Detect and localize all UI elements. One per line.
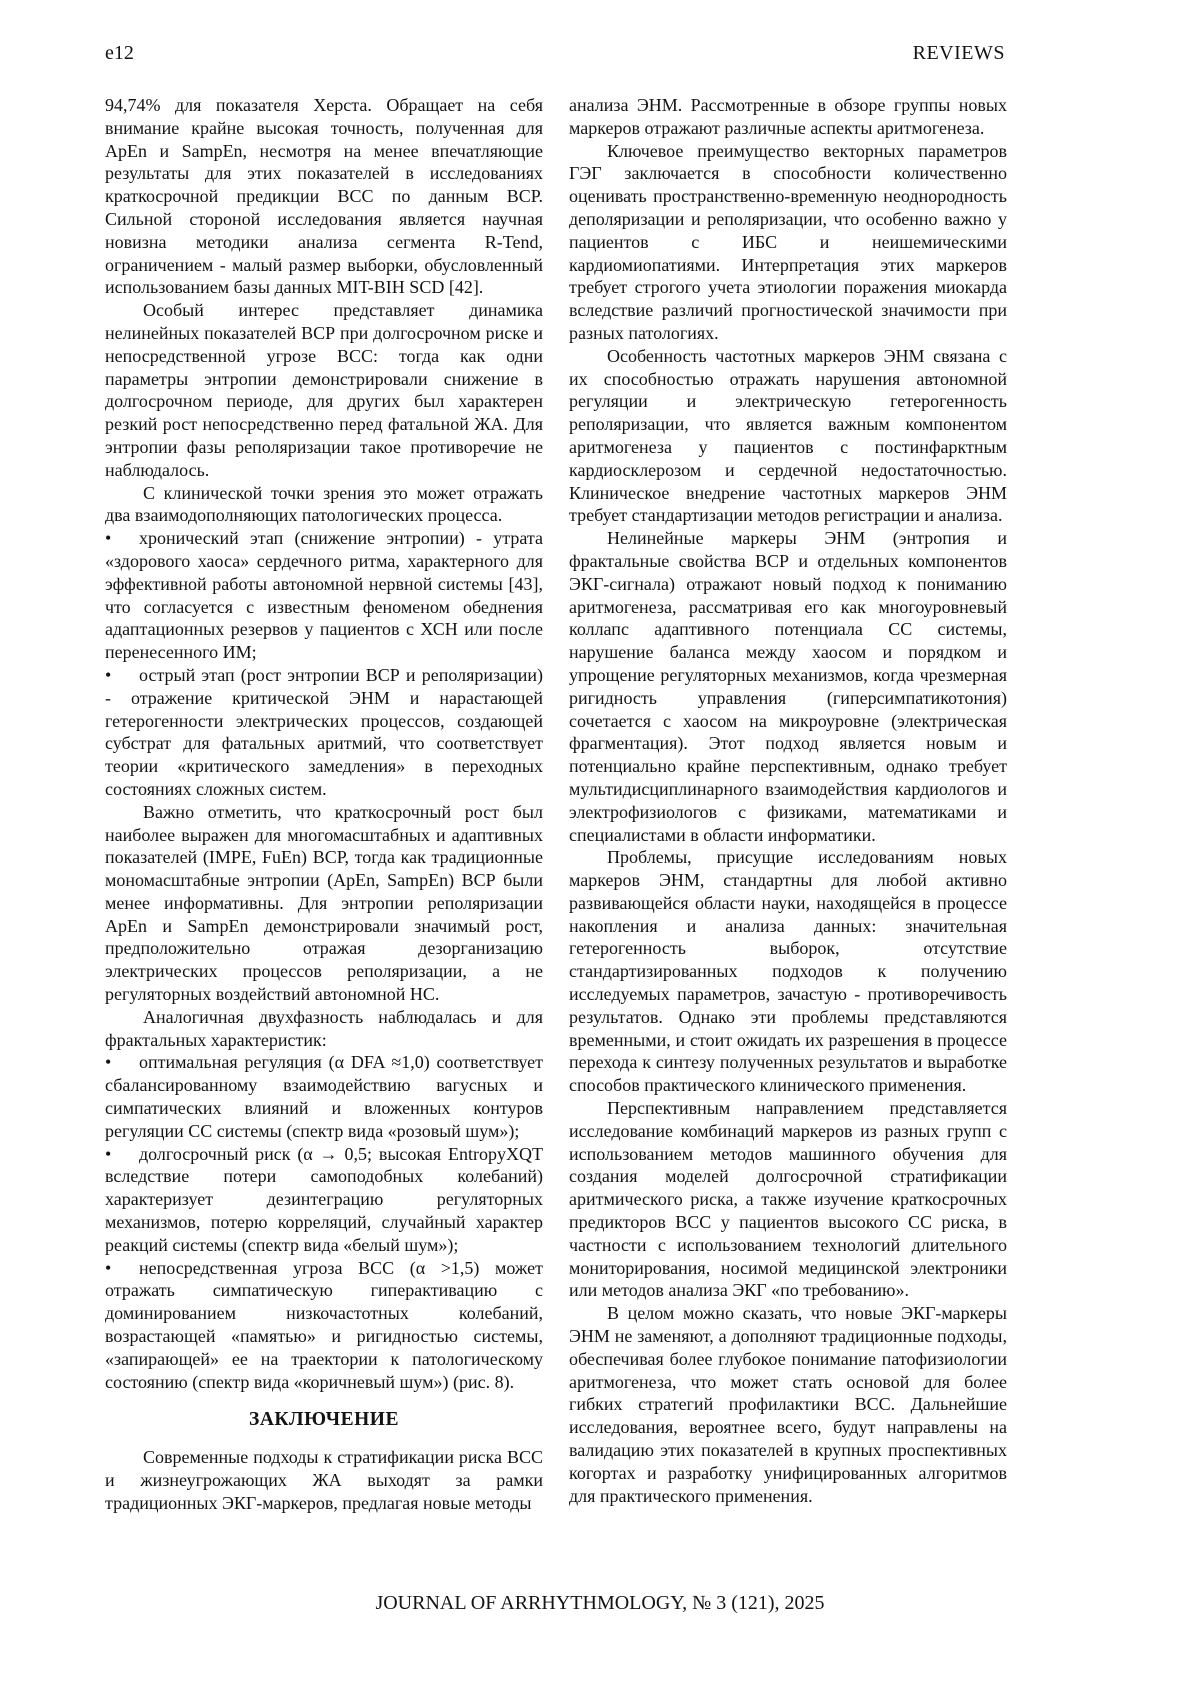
bullet-item — [105, 1257, 543, 1394]
paragraph: 94,74% для показателя Херста. Обращает на себя внимание крайне высокая точность, полученная для ApEn и SampEn, несмотря на менее впечатляющие результаты для этих показателей в исследованиях краткосрочной предикции ВСС по данным ВСР. Сильной стороной исследования является научная новизна методики анализа сегмента R-Tend, ограничением - малый размер выборки, обусловленный использованием базы данных MIT-BIH SCD [42]. — [105, 95, 543, 298]
page-header — [105, 42, 1005, 65]
bullet-text: острый этап (рост энтропии ВСР и реполяризации) - отражение критической ЭНМ и нарастающей гетерогенности электрических процессов, создающей субстрат для фатальных аритмий, что соответствует теории «критического замедления» в переходных состояниях сложных систем. — [105, 664, 543, 799]
journal-footer — [0, 1592, 1200, 1615]
article-body — [105, 94, 1007, 1515]
bullet-text: долгосрочный риск (α → 0,5; высокая EntropyXQT вследствие потери самоподобных колебаний) характеризует дезинтеграцию регуляторных механизмов, потерю корреляций, случайный характер реакций системы (спектр вида «белый шум»); — [105, 1143, 543, 1255]
paragraph: С клинической точки зрения это может отражать два взаимодополняющих патологических процесса. — [105, 482, 543, 526]
bullet-item — [105, 1143, 543, 1257]
paragraph: Аналогичная двухфазность наблюдалась и для фрактальных характеристик: — [105, 1006, 543, 1050]
paragraph: Важно отметить, что краткосрочный рост был наиболее выражен для многомасштабных и адаптивных показателей (IMPE, FuEn) ВСР, тогда как традиционные мономасштабные энтропии (ApEn, SampEn) ВСР были менее информативны. Для энтропии реполяризации ApEn и SampEn демонстрировали значимый рост, предположительно отражая дезорганизацию электрических процессов реполяризации, а не регуляторных воздействий автономной НС. — [105, 801, 543, 1005]
bullet-marker: • — [105, 1257, 112, 1278]
bullet-marker: • — [105, 528, 112, 549]
paragraph: Перспективным направлением представляется исследование комбинаций маркеров из разных групп с использованием методов машинного обучения для создания моделей долгосрочной стратификации аритмического риска, а также изучение краткосрочных предикторов ВСС у пациентов высокого СС риска, в частности с использованием технологий длительного мониторирования, носимой медицинской электроники или методов анализа ЭКГ «по требованию». — [569, 1098, 1007, 1301]
paragraph: Ключевое преимущество векторных параметров ГЭГ заключается в способности количественно оценивать пространственно-временную неоднородность деполяризации и реполяризации, что особенно важно у пациентов с ИБС и неишемическими кардиомиопатиями. Интерпретация этих маркеров требует строгого учета этиологии поражения миокарда вследствие различий прогностической значимости при разных патологиях. — [569, 140, 1007, 343]
bullet-item — [105, 664, 543, 801]
paragraph: Особенность частотных маркеров ЭНМ связана с их способностью отражать нарушения автономной регуляции и электрическую гетерогенность реполяризации, что является важным компонентом аритмогенеза у пациентов с постинфарктным кардиосклерозом и сердечной недостаточностью. Клиническое внедрение частотных маркеров ЭНМ требует стандартизации методов регистрации и анализа. — [569, 345, 1007, 526]
paragraph: Нелинейные маркеры ЭНМ (энтропия и фрактальные свойства ВСР и отдельных компонентов ЭКГ-сигнала) отражают новый подход к пониманию аритмогенеза, рассматривая его как многоуровневый коллапс адаптивного потенциала СС системы, нарушение баланса между хаосом и порядком и упрощение регуляторных механизмов, когда чрезмерная ригидность управления (гиперсимпатикотония) сочетается с хаосом на микроуровне (электрическая фрагментация). Этот подход является новым и потенциально крайне перспективным, однако требует мультидисциплинарного взаимодействия кардиологов и электрофизиологов с физиками, математиками и специалистами в области информатики. — [569, 528, 1007, 845]
section-heading-conclusion: ЗАКЛЮЧЕНИЕ — [249, 1409, 399, 1431]
left-column — [105, 94, 543, 1515]
bullet-item — [105, 1051, 543, 1142]
paragraph: анализа ЭНМ. Рассмотренные в обзоре группы новых маркеров отражают различные аспекты аритмогенеза. — [569, 95, 1007, 138]
bullet-marker: • — [105, 1143, 112, 1164]
bullet-item — [105, 527, 543, 664]
paragraph: Особый интерес представляет динамика нелинейных показателей ВСР при долгосрочном риске и непосредственной угрозе ВСС: тогда как одни параметры энтропии демонстрировали снижение в долгосрочном периоде, для других был характерен резкий рост непосредственно перед фатальной ЖА. Для энтропии фазы реполяризации такое противоречие не наблюдалось. — [105, 300, 543, 480]
right-column — [569, 94, 1007, 1515]
bullet-text: непосредственная угроза ВСС (α >1,5) может отражать симпатическую гиперактивацию с доминированием низкочастотных колебаний, возрастающей «памятью» и ригидностью системы, «запирающей» ее на траектории к патологическому состоянию (спектр вида «коричневый шум») (рис. 8). — [105, 1257, 543, 1392]
running-head: REVIEWS — [912, 42, 1005, 64]
bullet-text: оптимальная регуляция (α DFA ≈1,0) соответствует сбалансированному взаимодействию вагусных и симпатических влияний и вложенных контуров регуляции СС системы (спектр вида «розовый шум»); — [105, 1052, 543, 1141]
paragraph: В целом можно сказать, что новые ЭКГ-маркеры ЭНМ не заменяют, а дополняют традиционные подходы, обеспечивая более глубокое понимание патофизиологии аритмогенеза, что может стать основой для более гибких стратегий профилактики ВСС. Дальнейшие исследования, вероятнее всего, будут направлены на валидацию этих показателей в крупных проспективных когортах и разработку унифицированных алгоритмов для практического применения. — [569, 1303, 1007, 1506]
journal-footer-text: JOURNAL OF ARRHYTHMOLOGY, № 3 (121), 2025 — [375, 1592, 825, 1614]
bullet-marker: • — [105, 664, 112, 685]
bullet-marker: • — [105, 1052, 112, 1073]
page-number: e12 — [105, 42, 134, 64]
bullet-text: хронический этап (снижение энтропии) - утрата «здорового хаоса» сердечного ритма, характерного для эффективной работы автономной нервной системы [43], что согласуется с известным феноменом обеднения адаптационных резервов у пациентов с ХСН или после перенесенного ИМ; — [105, 528, 543, 663]
paragraph: Современные подходы к стратификации риска ВСС и жизнеугрожающих ЖА выходят за рамки традиционных ЭКГ-маркеров, предлагая новые методы — [105, 1447, 543, 1513]
paragraph: Проблемы, присущие исследованиям новых маркеров ЭНМ, стандартны для любой активно развивающейся области науки, находящейся в процессе накопления и анализа данных: значительная гетерогенность выборок, отсутствие стандартизированных подходов к получению исследуемых параметров, зачастую - противоречивость результатов. Однако эти проблемы представляются временными, и стоит ожидать их разрешения в процессе перехода к синтезу полученных результатов и выработке способов практического клинического применения. — [569, 847, 1007, 1096]
